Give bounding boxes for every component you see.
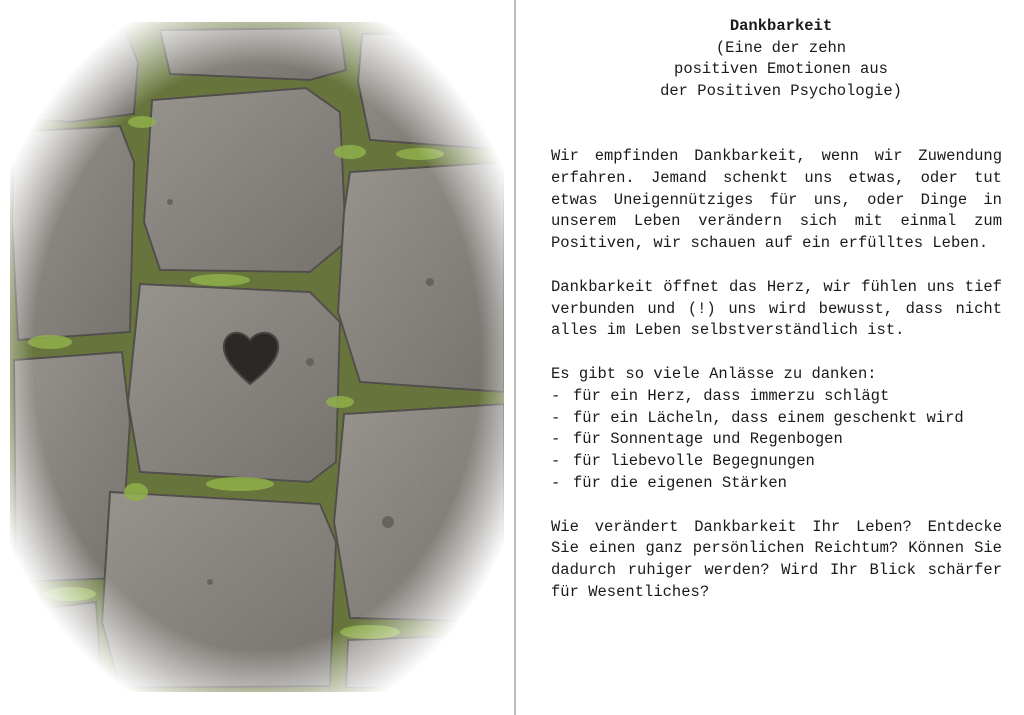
list-item-text: für Sonnentage und Regenbogen <box>573 430 843 449</box>
page-title: Dankbarkeit <box>729 17 833 35</box>
paragraph: Wir empfinden Dankbarkeit, wenn wir Zuwendung erfahren. Jemand schenkt uns etwas, oder tut etwas Uneigennütziges für uns, oder Dinge in unserem Leben verändern sich mit einmal zum Positiven, wir schauen auf ein erfülltes Leben. <box>551 147 1002 253</box>
subtitle-line: der Positiven Psychologie) <box>660 81 902 100</box>
list-dash: - <box>551 386 561 405</box>
list-dash: - <box>551 452 561 471</box>
list-dash: - <box>551 408 561 427</box>
title-block <box>546 16 1016 102</box>
list-item-text: für ein Lächeln, dass einem geschenkt wird <box>573 408 964 427</box>
list-item-text: für liebevolle Begegnungen <box>573 452 815 471</box>
gratitude-list <box>551 386 1002 495</box>
list-intro: Es gibt so viele Anlässe zu danken: <box>551 364 877 383</box>
list-item <box>551 429 1002 451</box>
list-item <box>551 386 1002 408</box>
list-dash: - <box>551 430 561 449</box>
list-item <box>551 408 1002 430</box>
body-text <box>551 146 1002 604</box>
list-item <box>551 473 1002 495</box>
subtitle-line: (Eine der zehn <box>715 38 847 57</box>
list-dash: - <box>551 473 561 492</box>
paragraph: Dankbarkeit öffnet das Herz, wir fühlen uns tief verbunden und (!) uns wird bewusst, dass nicht alles im Leben selbstverständlich ist. <box>551 277 1002 340</box>
list-item-text: für ein Herz, dass immerzu schlägt <box>573 386 890 405</box>
cobblestone-image <box>10 22 504 692</box>
cobblestone-heart-photo <box>10 22 504 692</box>
closing-paragraph: Wie verändert Dankbarkeit Ihr Leben? Entdecke Sie einen ganz persönlichen Reichtum? Können Sie dadurch ruhiger werden? Wird Ihr Blick schärfer für Wesentliches? <box>551 517 1002 601</box>
subtitle-line: positiven Emotionen aus <box>674 60 888 78</box>
right-page <box>516 0 1024 715</box>
list-item <box>551 451 1002 473</box>
list-item-text: für die eigenen Stärken <box>573 473 787 492</box>
